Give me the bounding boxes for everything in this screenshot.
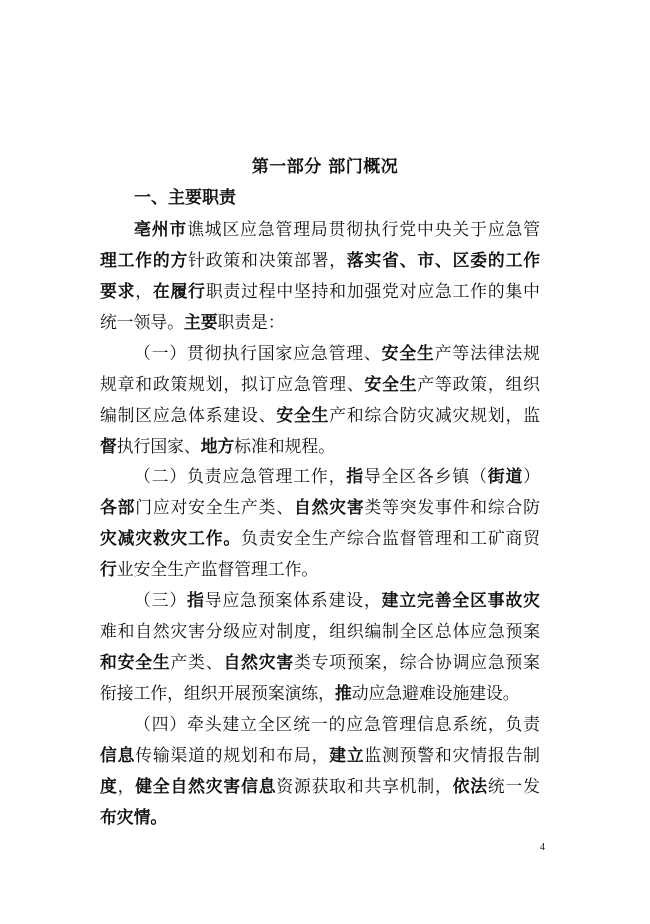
- bold-text-run: 地方: [200, 436, 235, 456]
- paragraph-line: [100, 249, 540, 271]
- paragraph-line: [134, 465, 540, 487]
- paragraph-line: [134, 218, 540, 240]
- bold-text-run: 自然灾害: [223, 652, 294, 672]
- text-run: 产等政策，组织: [417, 374, 540, 394]
- text-run: 监测预警和灾情报告制: [364, 745, 540, 765]
- text-run: 动应急避难设施建设。: [351, 683, 520, 703]
- bold-text-run: 推: [334, 683, 352, 703]
- text-run: 导应急预案体系建设，: [204, 590, 382, 610]
- text-run: 职责过程中坚持和加强党对应急工作的集中: [205, 281, 540, 301]
- bold-text-run: 建立完善全区事故灾: [381, 590, 540, 610]
- bold-text-run: 布灾情。: [100, 807, 168, 827]
- bold-text-run: 安全生: [381, 343, 435, 363]
- text-run: 编制区应急体系建设、: [100, 405, 277, 425]
- text-run: （一）贯彻执行国家应急管理、: [134, 343, 382, 363]
- text-run: 衔接工作，组织开展预案演练，: [100, 683, 335, 703]
- bold-text-run: 建立: [329, 745, 365, 765]
- bold-text-run: 依法: [452, 776, 488, 796]
- bold-text-run: 自然灾害: [293, 497, 365, 517]
- page-number: 4: [540, 842, 545, 853]
- bold-text-run: 主要: [183, 312, 218, 332]
- bold-text-run: 安全生: [276, 405, 330, 425]
- text-run: 传输渠道的规划和布局，: [135, 745, 330, 765]
- text-run: （二）负责应急管理工作，: [134, 466, 347, 486]
- bold-text-run: 信息: [100, 745, 136, 765]
- text-run: 产等法律法规: [434, 343, 540, 363]
- text-run: 执行国家、: [116, 436, 201, 456]
- paragraph-line: [100, 280, 540, 302]
- text-run: 业安全生产监督管理工作。: [116, 559, 319, 579]
- page-title: 第一部分 部门概况: [251, 157, 399, 177]
- bold-text-run: 指: [187, 590, 205, 610]
- paragraph-line: [100, 806, 540, 828]
- text-run: 统一发: [487, 776, 540, 796]
- bold-text-run: 灾减灾救灾工作。: [100, 528, 242, 548]
- text-run: 谯城区应急管理局贯彻执行党中央关于应急管: [187, 219, 540, 239]
- text-run: （三）: [134, 590, 188, 610]
- paragraph-line: [100, 311, 540, 333]
- paragraph-line: [100, 435, 540, 457]
- paragraph-line: [100, 373, 540, 395]
- text-run: 负责安全生产综合监督管理和工矿商贸: [241, 528, 540, 548]
- bold-text-run: 要求: [100, 281, 136, 301]
- text-run: 规章和政策规划，拟订应急管理、: [100, 374, 365, 394]
- text-run: 职责是：: [217, 312, 285, 332]
- text-run: ，: [117, 776, 136, 796]
- bold-text-run: 健全自然灾害信息: [135, 776, 277, 796]
- text-run: （四）牵头建立全区统一的应急管理信息系统，负责: [134, 714, 540, 734]
- text-run: 难和自然灾害分级应对制度，组织编制全区总体应急预案: [100, 621, 540, 641]
- text-run: 导全区各乡镇（: [363, 466, 488, 486]
- section-heading: 一、主要职责: [134, 188, 236, 208]
- bold-text-run: 街道: [487, 466, 524, 486]
- bold-text-run: 在履行: [152, 281, 206, 301]
- paragraph-line: [100, 651, 540, 673]
- bold-text-run: 理工作的方: [100, 250, 189, 270]
- text-run: ，: [135, 281, 153, 301]
- text-run: 针政策和决策部署，: [188, 250, 347, 270]
- text-run: 类等突发事件和综合防: [364, 497, 540, 517]
- text-run: 产类、: [170, 652, 224, 672]
- paragraph-line: [100, 558, 540, 580]
- bold-text-run: 督: [100, 436, 117, 456]
- text-run: 资源获取和共享机制，: [276, 776, 453, 796]
- bold-text-run: 落实省、市、区委的工作: [346, 250, 540, 270]
- paragraph-line: [134, 589, 540, 611]
- bold-text-run: 安全生: [364, 374, 418, 394]
- paragraph-line: [100, 744, 540, 766]
- paragraph-line: [100, 496, 540, 518]
- paragraph-line: [100, 527, 540, 549]
- bold-text-run: 指: [346, 466, 364, 486]
- bold-text-run: 亳州市: [134, 219, 188, 239]
- bold-text-run: 和安全生: [100, 652, 171, 672]
- text-run: 产和综合防灾减灾规划，监: [329, 405, 540, 425]
- text-run: ）: [523, 466, 540, 486]
- text-run: 类专项预案，综合协调应急预案: [293, 652, 540, 672]
- paragraph-line: [134, 342, 540, 364]
- bold-text-run: 行: [100, 559, 117, 579]
- bold-text-run: 度: [100, 776, 118, 796]
- paragraph-line: [100, 404, 540, 426]
- paragraph-line: [100, 682, 540, 704]
- text-run: 统一领导。: [100, 312, 184, 332]
- text-run: 门应对安全生产类、: [135, 497, 294, 517]
- paragraph-line: [134, 713, 540, 735]
- paragraph-line: [100, 620, 540, 642]
- paragraph-line: [100, 775, 540, 797]
- text-run: 标准和规程。: [234, 436, 335, 456]
- bold-text-run: 各部: [100, 497, 136, 517]
